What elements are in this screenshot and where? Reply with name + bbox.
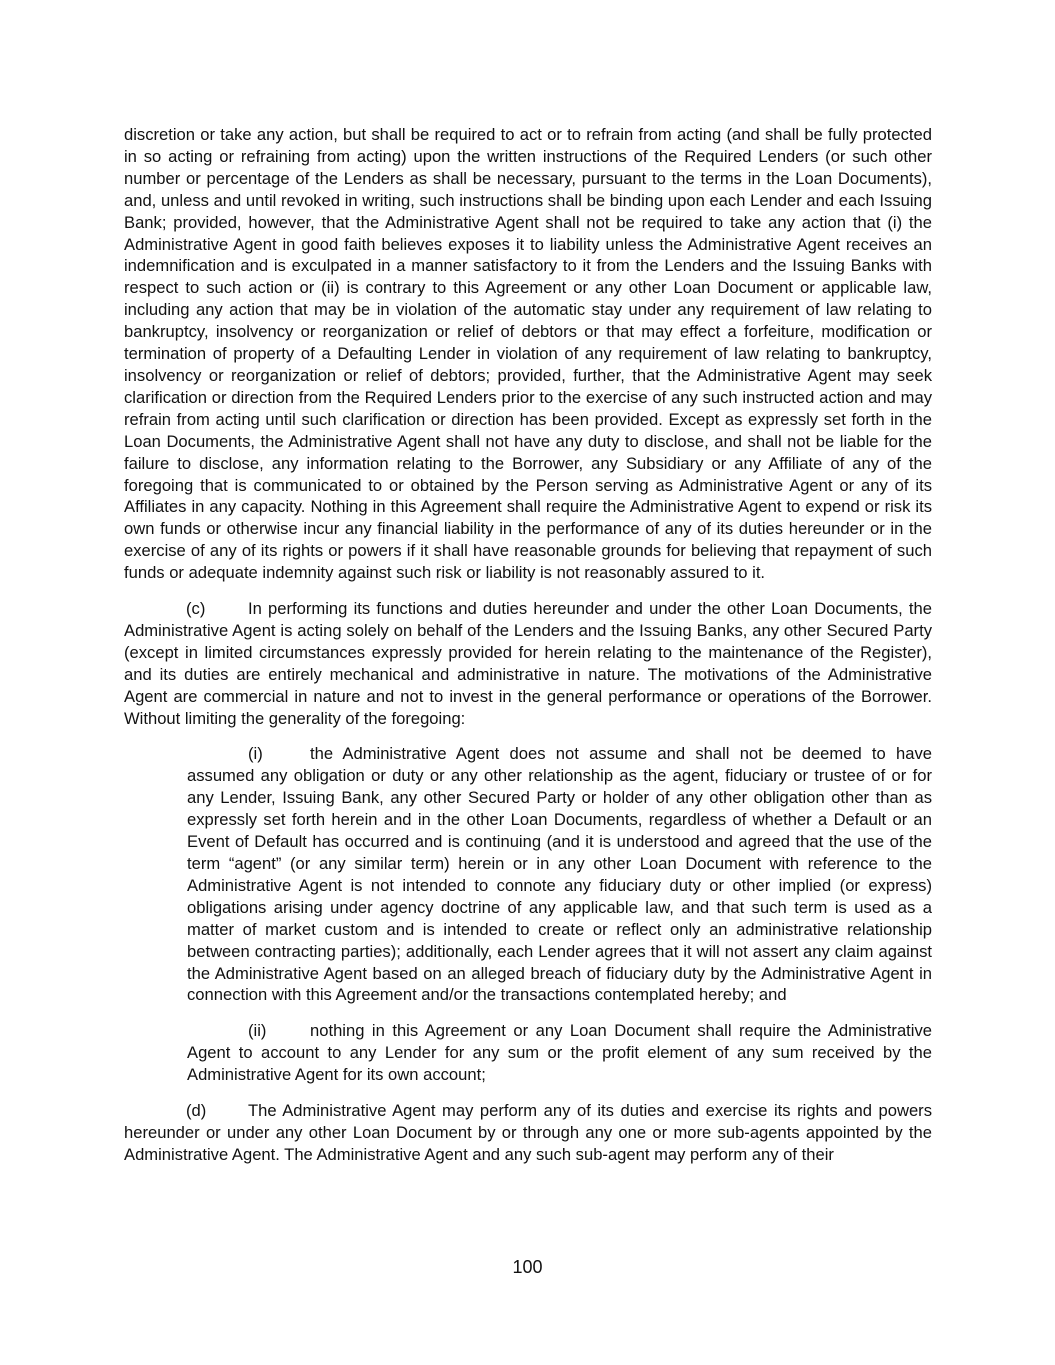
subsection-ii-label: (ii) — [248, 1021, 267, 1041]
section-d-text: The Administrative Agent may perform any of its duties and exercise its rights and powers hereunder or under any other Loan Document by or through any one or more sub-agents appointed by the Administrative Agent. The Administrative Agent and any such sub-agent may perform any of their — [124, 1101, 932, 1164]
section-c-label: (c) — [186, 599, 206, 619]
section-c-paragraph — [124, 598, 932, 729]
subsection-i-paragraph — [187, 743, 932, 1006]
page-number: 100 — [512, 1257, 543, 1277]
subsection-ii-text: nothing in this Agreement or any Loan Document shall require the Administrative Agent to account to any Lender for any sum or the profit element of any sum received by the Administrative Agent for its own account; — [187, 1021, 932, 1085]
subsection-i-label: (i) — [248, 744, 263, 764]
document-page — [124, 124, 932, 1180]
section-c-text: In performing its functions and duties hereunder and under the other Loan Documents, the Administrative Agent is acting solely on behalf of the Lenders and the Issuing Banks, any other Secured Party (except in limited circumstances expressly provided for herein relating to the maintenance of the Register), and its duties are entirely mechanical and administrative in nature. The motivations of the Administrative Agent are commercial in nature and not to invest in the general performance or operations of the Borrower. Without limiting the generality of the foregoing: — [124, 599, 932, 728]
continuation-paragraph: discretion or take any action, but shall be required to act or to refrain from acting (and shall be fully protected in so acting or refraining from acting) upon the written instructions of the Required Lenders (or such other number or percentage of the Lenders as shall be necessary, pursuant to the terms in the Loan Documents), and, unless and until revoked in writing, such instructions shall be binding upon each Lender and each Issuing Bank; provided, however, that the Administrative Agent shall not be required to take any action that (i) the Administrative Agent in good faith believes exposes it to liability unless the Administrative Agent receives an indemnification and is exculpated in a manner satisfactory to it from the Lenders and the Issuing Banks with respect to such action or (ii) is contrary to this Agreement or any other Loan Document or applicable law, including any action that may be in violation of the automatic stay under any requirement of law relating to bankruptcy, insolvency or reorganization or relief of debtors or that may effect a forfeiture, modification or termination of property of a Defaulting Lender in violation of any requirement of law relating to bankruptcy, insolvency or reorganization or relief of debtors; provided, further, that the Administrative Agent may seek clarification or direction from the Required Lenders prior to the exercise of any such instructed action and may refrain from acting until such clarification or direction has been provided. Except as expressly set forth in the Loan Documents, the Administrative Agent shall not have any duty to disclose, and shall not be liable for the failure to disclose, any information relating to the Borrower, any Subsidiary or any Affiliate of any of the foregoing that is communicated to or obtained by the Person serving as Administrative Agent or any of its Affiliates in any capacity. Nothing in this Agreement shall require the Administrative Agent to expend or risk its own funds or otherwise incur any financial liability in the performance of any of its duties hereunder or in the exercise of any of its rights or powers if it shall have reasonable grounds for believing that repayment of such funds or adequate indemnity against such risk or liability is not reasonably assured to it. — [124, 125, 932, 583]
section-d-label: (d) — [186, 1101, 207, 1121]
section-d-paragraph — [124, 1100, 932, 1166]
subsection-ii-paragraph — [187, 1020, 932, 1086]
subsection-i-text: the Administrative Agent does not assume and shall not be deemed to have assumed any obligation or duty or any other relationship as the agent, fiduciary or trustee of or for any Lender, Issuing Bank, any other Secured Party or holder of any other obligation other than as expressly set forth herein and in the other Loan Documents, regardless of whether a Default or an Event of Default has occurred and is continuing (and it is understood and agreed that the use of the term “agent” (or any similar term) herein or in any other Loan Document with reference to the Administrative Agent is not intended to connote any fiduciary duty or other implied (or express) obligations arising under agency doctrine of any applicable law, and that such term is used as a matter of market custom and is intended to create or reflect only an administrative relationship between contracting parties); additionally, each Lender agrees that it will not assert any claim against the Administrative Agent based on an alleged breach of fiduciary duty by the Administrative Agent in connection with this Agreement and/or the transactions contemplated hereby; and — [187, 744, 932, 1005]
